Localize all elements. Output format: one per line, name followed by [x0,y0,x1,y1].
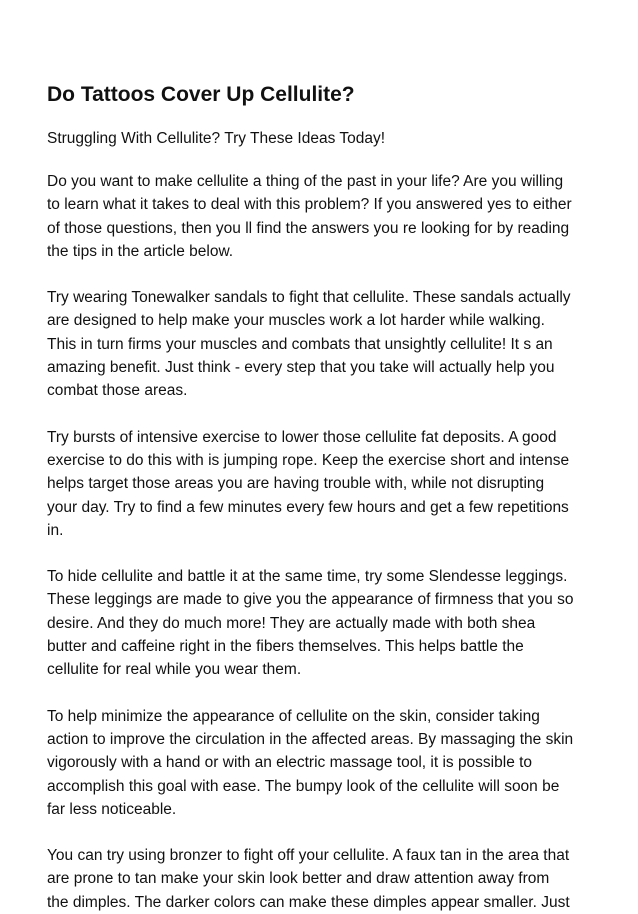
paragraph-line: Try bursts of intensive exercise to lower those cellulite fat deposits. A good [47,428,557,446]
paragraph-leggings [47,565,608,681]
paragraph-line: This in turn firms your muscles and combats that unsightly cellulite! It s an [47,335,553,353]
paragraph-line: To help minimize the appearance of cellulite on the skin, consider taking [47,707,540,725]
paragraph-circulation [47,705,608,821]
paragraph-line: desire. And they do much more! They are actually made with both shea [47,614,536,632]
document-title: Do Tattoos Cover Up Cellulite? [47,83,355,106]
paragraph-line: are designed to help make your muscles work a lot harder while walking. [47,312,545,330]
paragraph-exercise [47,426,608,542]
paragraph-line: far less noticeable. [47,800,177,818]
paragraph-line: helps target those areas you are having trouble with, while not disrupting [47,475,545,493]
paragraph-line: vigorously with a hand or with an electric massage tool, it is possible to [47,754,533,772]
paragraph-line: accomplish this goal with ease. The bumpy look of the cellulite will soon be [47,777,560,795]
paragraph-line: the dimples. The darker colors can make these dimples appear smaller. Just [47,893,570,911]
paragraph-line: action to improve the circulation in the affected areas. By massaging the skin [47,730,574,748]
paragraph-line: To hide cellulite and battle it at the same time, try some Slendesse leggings. [47,568,568,586]
paragraph-line: combat those areas. [47,382,188,400]
paragraph-sandals [47,286,608,402]
paragraph-line: These leggings are made to give you the appearance of firmness that you so [47,591,574,609]
paragraph-line: your day. Try to find a few minutes every few hours and get a few repetitions [47,498,569,516]
paragraph-line: in. [47,521,64,539]
paragraph-intro [47,170,608,263]
paragraph-line: amazing benefit. Just think - every step that you take will actually help you [47,359,555,377]
paragraph-line: to learn what it takes to deal with this problem? If you answered yes to either [47,196,572,214]
paragraph-line: Try wearing Tonewalker sandals to fight that cellulite. These sandals actually [47,289,571,307]
paragraph-line: the tips in the article below. [47,242,234,260]
paragraph-line: exercise to do this with is jumping rope. Keep the exercise short and intense [47,451,570,469]
paragraph-line: are prone to tan make your skin look better and draw attention away from [47,870,550,888]
paragraph-line: of those questions, then you ll find the answers you re looking for by reading [47,219,570,237]
paragraph-line: cellulite for real while you wear them. [47,661,302,679]
paragraph-line: You can try using bronzer to fight off your cellulite. A faux tan in the area that [47,847,570,865]
document-subtitle: Struggling With Cellulite? Try These Ideas Today! [47,130,386,147]
paragraph-line: butter and caffeine right in the fibers themselves. This helps battle the [47,638,524,656]
paragraph-bronzer [47,844,608,914]
paragraph-line: Do you want to make cellulite a thing of the past in your life? Are you willing [47,173,564,190]
